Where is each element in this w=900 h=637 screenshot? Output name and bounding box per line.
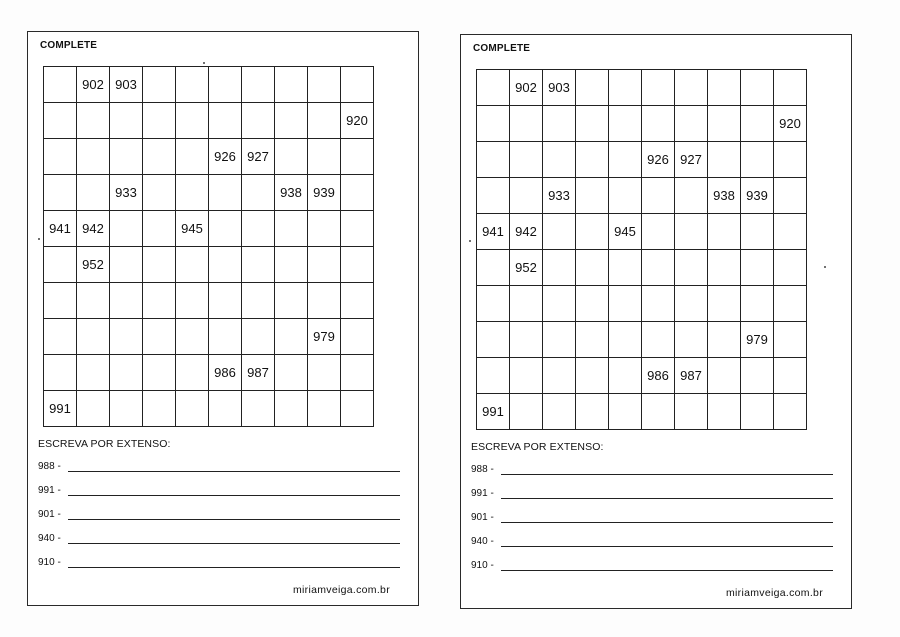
grid-cell — [110, 355, 143, 391]
write-line-blank[interactable] — [68, 509, 400, 520]
grid-cell — [110, 103, 143, 139]
grid-cell — [209, 391, 242, 427]
grid-cell — [275, 283, 308, 319]
grid-cell: 927 — [242, 139, 275, 175]
grid-cell — [774, 250, 807, 286]
write-line-blank[interactable] — [501, 512, 833, 523]
grid-cell — [477, 358, 510, 394]
write-line-label: 910 - — [471, 560, 494, 571]
grid-cell — [176, 283, 209, 319]
grid-cell — [741, 214, 774, 250]
grid-cell — [44, 175, 77, 211]
grid-cell — [209, 103, 242, 139]
grid-cell — [708, 214, 741, 250]
grid-cell — [341, 211, 374, 247]
write-line — [38, 504, 400, 520]
number-grid — [43, 66, 374, 427]
scan-speck — [203, 62, 205, 64]
grid-cell — [209, 175, 242, 211]
grid-cell — [609, 358, 642, 394]
grid-cell — [77, 283, 110, 319]
grid-cell — [242, 103, 275, 139]
grid-cell — [77, 139, 110, 175]
grid-cell — [176, 319, 209, 355]
grid-cell — [609, 394, 642, 430]
grid-cell — [576, 322, 609, 358]
worksheet-title: COMPLETE — [473, 43, 531, 54]
grid-cell: 927 — [675, 142, 708, 178]
grid-cell — [774, 142, 807, 178]
grid-cell: 920 — [774, 106, 807, 142]
write-line-label: 991 - — [471, 488, 494, 499]
grid-cell — [275, 247, 308, 283]
grid-cell — [576, 178, 609, 214]
grid-cell — [77, 319, 110, 355]
grid-cell — [242, 67, 275, 103]
grid-cell — [543, 394, 576, 430]
write-line — [471, 483, 833, 499]
write-line — [471, 555, 833, 571]
grid-cell — [576, 106, 609, 142]
grid-cell — [143, 283, 176, 319]
write-line — [38, 528, 400, 544]
grid-cell: 938 — [275, 175, 308, 211]
grid-cell — [708, 358, 741, 394]
grid-cell — [543, 286, 576, 322]
write-line-label: 940 - — [471, 536, 494, 547]
grid-cell — [308, 355, 341, 391]
write-line-blank[interactable] — [501, 560, 833, 571]
grid-cell: 979 — [308, 319, 341, 355]
grid-cell — [477, 178, 510, 214]
scan-speck — [38, 238, 40, 240]
grid-cell — [308, 283, 341, 319]
number-grid — [476, 69, 807, 430]
grid-cell — [741, 106, 774, 142]
grid-cell — [741, 394, 774, 430]
grid-cell — [143, 175, 176, 211]
grid-cell — [477, 142, 510, 178]
grid-cell — [708, 286, 741, 322]
grid-cell — [510, 322, 543, 358]
grid-cell — [44, 283, 77, 319]
grid-cell — [341, 247, 374, 283]
grid-cell: 942 — [77, 211, 110, 247]
grid-cell: 942 — [510, 214, 543, 250]
grid-cell — [510, 106, 543, 142]
grid-cell: 986 — [209, 355, 242, 391]
grid-cell — [341, 139, 374, 175]
grid-cell — [143, 247, 176, 283]
write-line — [38, 456, 400, 472]
grid-cell — [576, 214, 609, 250]
worksheet-left — [27, 31, 419, 606]
grid-cell — [44, 355, 77, 391]
grid-cell — [110, 283, 143, 319]
grid-cell — [675, 286, 708, 322]
grid-cell — [143, 139, 176, 175]
grid-cell — [576, 358, 609, 394]
grid-cell: 986 — [642, 358, 675, 394]
grid-cell — [341, 319, 374, 355]
grid-cell — [110, 319, 143, 355]
grid-cell — [341, 391, 374, 427]
write-line-label: 901 - — [38, 509, 61, 520]
grid-cell — [44, 67, 77, 103]
grid-cell — [510, 394, 543, 430]
grid-cell — [642, 394, 675, 430]
grid-cell — [308, 247, 341, 283]
grid-cell — [609, 106, 642, 142]
grid-cell — [576, 70, 609, 106]
grid-cell — [642, 70, 675, 106]
grid-cell — [543, 250, 576, 286]
grid-cell — [209, 211, 242, 247]
grid-cell — [543, 106, 576, 142]
grid-cell — [576, 250, 609, 286]
write-line — [38, 552, 400, 568]
write-line-label: 988 - — [38, 461, 61, 472]
grid-cell — [308, 391, 341, 427]
grid-cell — [275, 67, 308, 103]
grid-cell — [176, 67, 209, 103]
grid-cell — [741, 286, 774, 322]
grid-cell: 987 — [242, 355, 275, 391]
write-section-title: ESCREVA POR EXTENSO: — [38, 438, 171, 450]
grid-cell — [609, 322, 642, 358]
grid-cell — [609, 286, 642, 322]
grid-cell — [642, 286, 675, 322]
grid-cell — [275, 319, 308, 355]
grid-cell: 941 — [477, 214, 510, 250]
grid-cell: 903 — [110, 67, 143, 103]
grid-cell — [477, 286, 510, 322]
grid-cell — [774, 178, 807, 214]
grid-cell: 926 — [642, 142, 675, 178]
grid-cell — [543, 322, 576, 358]
grid-cell: 979 — [741, 322, 774, 358]
worksheet-title: COMPLETE — [40, 40, 98, 51]
grid-cell: 952 — [510, 250, 543, 286]
grid-cell — [209, 283, 242, 319]
grid-cell — [143, 67, 176, 103]
grid-cell — [708, 394, 741, 430]
grid-cell — [741, 142, 774, 178]
grid-cell — [675, 250, 708, 286]
grid-cell: 926 — [209, 139, 242, 175]
grid-cell — [675, 322, 708, 358]
scan-speck — [824, 266, 826, 268]
grid-cell — [143, 319, 176, 355]
grid-cell — [110, 391, 143, 427]
grid-cell — [44, 139, 77, 175]
grid-cell — [176, 355, 209, 391]
grid-cell — [110, 211, 143, 247]
write-line-label: 940 - — [38, 533, 61, 544]
grid-cell — [176, 103, 209, 139]
grid-cell: 939 — [741, 178, 774, 214]
grid-cell — [242, 283, 275, 319]
grid-cell — [44, 247, 77, 283]
write-line-blank[interactable] — [501, 536, 833, 547]
grid-cell — [642, 250, 675, 286]
grid-cell — [774, 358, 807, 394]
footer-website: miriamveiga.com.br — [292, 584, 390, 596]
grid-cell — [543, 358, 576, 394]
grid-cell — [242, 211, 275, 247]
grid-cell — [242, 175, 275, 211]
grid-cell — [242, 319, 275, 355]
grid-cell — [609, 70, 642, 106]
grid-cell — [176, 175, 209, 211]
grid-cell: 945 — [176, 211, 209, 247]
grid-cell: 991 — [477, 394, 510, 430]
grid-cell: 987 — [675, 358, 708, 394]
grid-cell — [510, 142, 543, 178]
grid-cell — [110, 139, 143, 175]
grid-cell: 952 — [77, 247, 110, 283]
grid-cell — [774, 70, 807, 106]
grid-cell — [510, 358, 543, 394]
grid-cell: 920 — [341, 103, 374, 139]
grid-cell — [642, 106, 675, 142]
grid-cell — [242, 247, 275, 283]
grid-cell — [576, 286, 609, 322]
grid-cell — [510, 178, 543, 214]
grid-cell — [275, 139, 308, 175]
grid-cell — [543, 142, 576, 178]
grid-cell — [308, 211, 341, 247]
grid-cell — [741, 358, 774, 394]
grid-cell — [708, 322, 741, 358]
write-line-label: 988 - — [471, 464, 494, 475]
grid-cell — [741, 70, 774, 106]
grid-cell — [176, 247, 209, 283]
grid-cell: 902 — [510, 70, 543, 106]
grid-cell — [143, 211, 176, 247]
grid-cell: 938 — [708, 178, 741, 214]
grid-cell — [275, 211, 308, 247]
grid-cell — [77, 103, 110, 139]
write-line-label: 910 - — [38, 557, 61, 568]
grid-cell — [543, 214, 576, 250]
write-line-blank[interactable] — [501, 488, 833, 499]
grid-cell — [609, 142, 642, 178]
write-line — [471, 459, 833, 475]
grid-cell: 945 — [609, 214, 642, 250]
grid-cell — [341, 355, 374, 391]
grid-cell — [675, 394, 708, 430]
write-line-blank[interactable] — [68, 533, 400, 544]
write-line-label: 991 - — [38, 485, 61, 496]
grid-cell — [176, 391, 209, 427]
grid-cell: 939 — [308, 175, 341, 211]
grid-cell — [576, 394, 609, 430]
grid-cell — [341, 67, 374, 103]
grid-cell — [477, 106, 510, 142]
grid-cell — [774, 322, 807, 358]
grid-cell: 933 — [543, 178, 576, 214]
grid-cell — [143, 103, 176, 139]
grid-cell: 902 — [77, 67, 110, 103]
grid-cell — [176, 139, 209, 175]
grid-cell — [642, 178, 675, 214]
grid-cell — [477, 70, 510, 106]
grid-cell — [477, 322, 510, 358]
grid-cell — [77, 391, 110, 427]
grid-cell — [774, 286, 807, 322]
grid-cell — [44, 103, 77, 139]
grid-cell — [774, 214, 807, 250]
grid-cell — [642, 214, 675, 250]
write-section-title: ESCREVA POR EXTENSO: — [471, 441, 604, 453]
grid-cell — [44, 319, 77, 355]
grid-cell — [308, 103, 341, 139]
grid-cell — [275, 391, 308, 427]
write-line-label: 901 - — [471, 512, 494, 523]
write-line-blank[interactable] — [501, 464, 833, 475]
grid-cell: 933 — [110, 175, 143, 211]
grid-cell — [77, 175, 110, 211]
grid-cell — [675, 106, 708, 142]
grid-cell: 903 — [543, 70, 576, 106]
write-line-blank[interactable] — [68, 557, 400, 568]
scan-speck — [469, 240, 471, 242]
write-line — [471, 507, 833, 523]
grid-cell — [609, 250, 642, 286]
grid-cell — [708, 250, 741, 286]
grid-cell — [143, 355, 176, 391]
grid-cell — [308, 67, 341, 103]
grid-cell — [708, 142, 741, 178]
grid-cell — [708, 106, 741, 142]
write-line — [38, 480, 400, 496]
grid-cell — [510, 286, 543, 322]
worksheet-right — [460, 34, 852, 609]
write-line — [471, 531, 833, 547]
grid-cell — [341, 283, 374, 319]
grid-cell — [708, 70, 741, 106]
grid-cell — [741, 250, 774, 286]
footer-website: miriamveiga.com.br — [725, 587, 823, 599]
grid-cell — [209, 247, 242, 283]
grid-cell — [143, 391, 176, 427]
write-line-blank[interactable] — [68, 461, 400, 472]
grid-cell — [675, 178, 708, 214]
grid-cell — [642, 322, 675, 358]
grid-cell — [110, 247, 143, 283]
grid-cell — [77, 355, 110, 391]
grid-cell — [477, 250, 510, 286]
grid-cell — [242, 391, 275, 427]
grid-cell — [609, 178, 642, 214]
grid-cell — [308, 139, 341, 175]
grid-cell — [275, 355, 308, 391]
grid-cell — [576, 142, 609, 178]
grid-cell — [275, 103, 308, 139]
grid-cell: 941 — [44, 211, 77, 247]
grid-cell: 991 — [44, 391, 77, 427]
write-line-blank[interactable] — [68, 485, 400, 496]
grid-cell — [209, 319, 242, 355]
grid-cell — [209, 67, 242, 103]
grid-cell — [675, 70, 708, 106]
grid-cell — [675, 214, 708, 250]
grid-cell — [774, 394, 807, 430]
grid-cell — [341, 175, 374, 211]
